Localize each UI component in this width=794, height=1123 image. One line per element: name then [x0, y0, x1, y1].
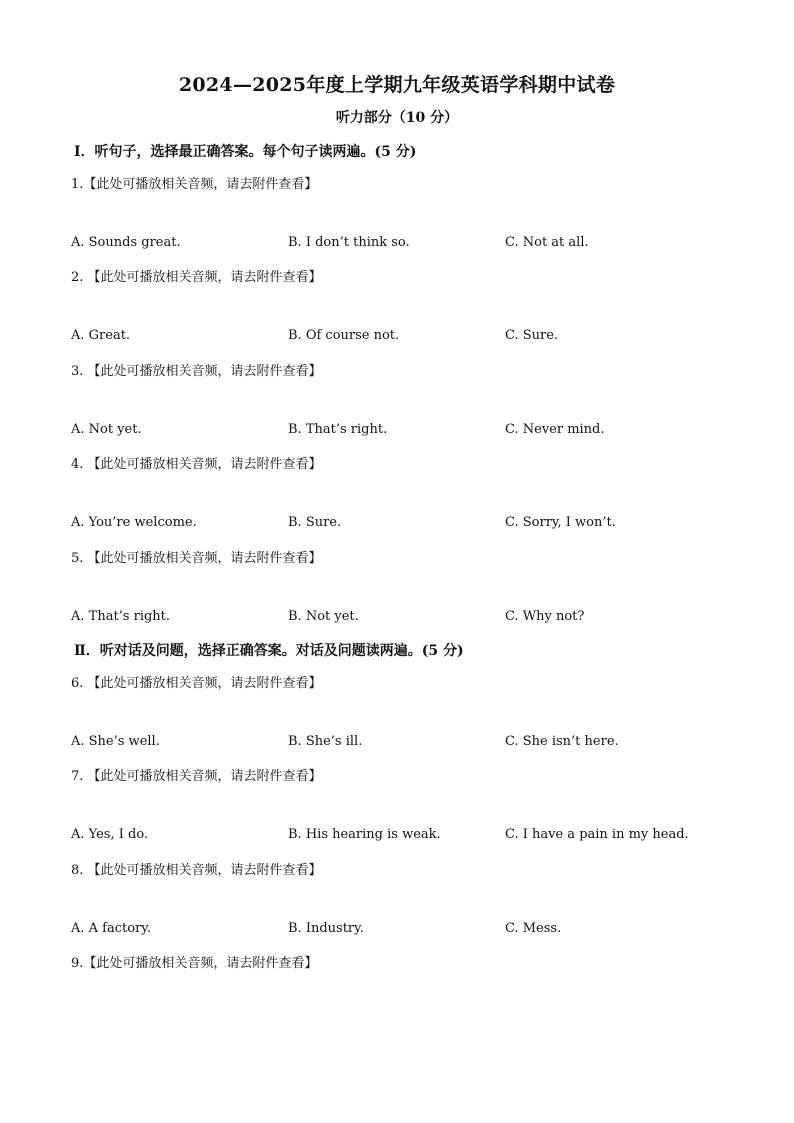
option-a: A. She’s well. [71, 734, 160, 749]
option-c: C. Not at all. [505, 235, 589, 250]
question-prompt-9: 9.【此处可播放相关音频，请去附件查看】 [71, 956, 318, 971]
option-a: A. Yes, I do. [71, 827, 149, 842]
option-c: C. Never mind. [505, 422, 605, 437]
option-c: C. I have a pain in my head. [505, 827, 689, 842]
option-a: A. Not yet. [71, 422, 142, 437]
option-b: B. Of course not. [288, 328, 400, 343]
question-prompt-8: 8. 【此处可播放相关音频，请去附件查看】 [71, 863, 322, 878]
option-b: B. Sure. [288, 515, 342, 530]
option-c: C. She isn’t here. [505, 734, 619, 749]
option-b: B. That’s right. [288, 422, 388, 437]
question-options-8 [0, 921, 794, 939]
section-heading-1: Ⅰ．听句子，选择最正确答案。每个句子读两遍。(5 分) [74, 144, 417, 160]
question-options-3 [0, 422, 794, 440]
option-a: A. That’s right. [71, 609, 171, 624]
question-options-2 [0, 328, 794, 346]
question-prompt-7: 7. 【此处可播放相关音频，请去附件查看】 [71, 769, 322, 784]
question-prompt-2: 2. 【此处可播放相关音频，请去附件查看】 [71, 270, 322, 285]
question-options-1 [0, 235, 794, 253]
option-c: C. Mess. [505, 921, 562, 936]
option-a: A. Great. [71, 328, 131, 343]
option-c: C. Why not? [505, 609, 585, 624]
question-options-5 [0, 609, 794, 627]
question-prompt-3: 3. 【此处可播放相关音频，请去附件查看】 [71, 364, 322, 379]
question-prompt-4: 4. 【此处可播放相关音频，请去附件查看】 [71, 457, 322, 472]
option-c: C. Sorry, I won’t. [505, 515, 616, 530]
option-b: B. She’s ill. [288, 734, 363, 749]
question-options-7 [0, 827, 794, 845]
option-a: A. A factory. [71, 921, 152, 936]
option-b: B. Industry. [288, 921, 364, 936]
question-prompt-1: 1.【此处可播放相关音频，请去附件查看】 [71, 177, 318, 192]
option-b: B. Not yet. [288, 609, 359, 624]
question-options-4 [0, 515, 794, 533]
question-prompt-5: 5. 【此处可播放相关音频，请去附件查看】 [71, 551, 322, 566]
question-options-6 [0, 734, 794, 752]
option-b: B. I don’t think so. [288, 235, 410, 250]
question-prompt-6: 6. 【此处可播放相关音频，请去附件查看】 [71, 676, 322, 691]
exam-title: 2024—2025年度上学期九年级英语学科期中试卷 [178, 74, 616, 96]
option-a: A. You’re welcome. [71, 515, 197, 530]
section-heading-2: Ⅱ．听对话及问题，选择正确答案。对话及问题读两遍。(5 分) [74, 643, 464, 659]
option-b: B. His hearing is weak. [288, 827, 441, 842]
listening-part-subtitle: 听力部分（10 分） [335, 110, 459, 126]
option-a: A. Sounds great. [71, 235, 181, 250]
option-c: C. Sure. [505, 328, 559, 343]
